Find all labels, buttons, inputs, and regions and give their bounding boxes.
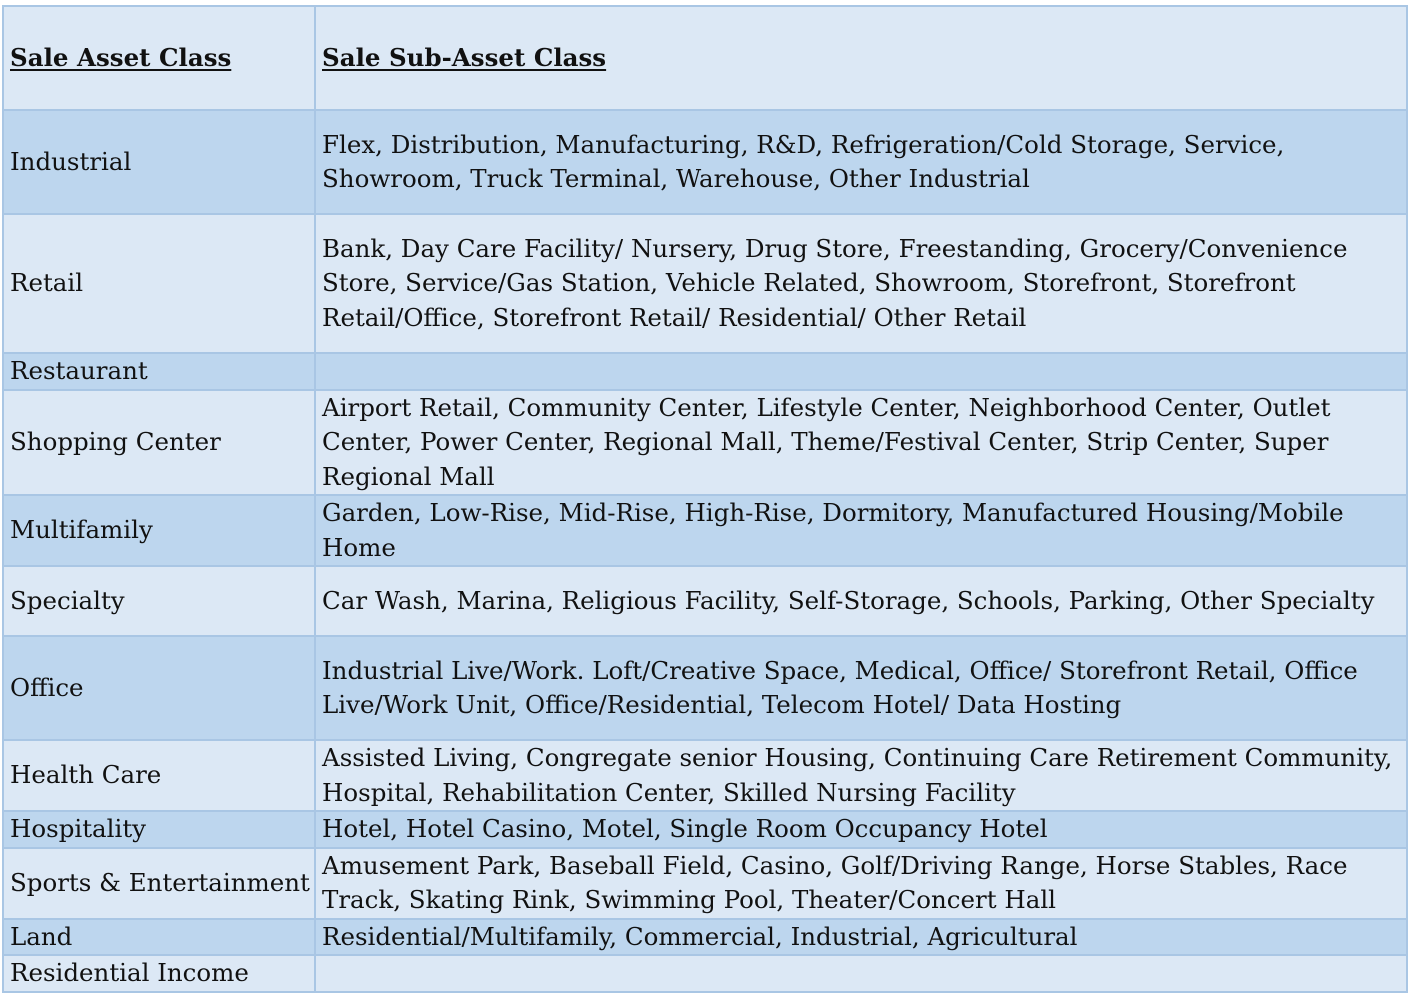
table-row xyxy=(3,214,1407,353)
sub-asset-class-cell: Residential/Multifamily, Commercial, Industrial, Agricultural xyxy=(315,919,1407,956)
asset-class-cell: Industrial xyxy=(3,110,315,214)
table-row xyxy=(3,566,1407,636)
sub-asset-class-cell: Amusement Park, Baseball Field, Casino, Golf/Driving Range, Horse Stables, Race Track, Skating Rink, Swimming Pool, Theater/Concert Hall xyxy=(315,848,1407,919)
sub-asset-class-cell xyxy=(315,955,1407,992)
table-row xyxy=(3,390,1407,496)
table-row xyxy=(3,740,1407,811)
asset-class-cell: Multifamily xyxy=(3,495,315,566)
header-row xyxy=(3,6,1407,110)
header-sub-asset-class: Sale Sub-Asset Class xyxy=(315,6,1407,110)
table-row xyxy=(3,495,1407,566)
sub-asset-class-cell: Hotel, Hotel Casino, Motel, Single Room Occupancy Hotel xyxy=(315,811,1407,848)
table-row xyxy=(3,848,1407,919)
table-row xyxy=(3,919,1407,956)
table-row xyxy=(3,811,1407,848)
asset-class-cell: Specialty xyxy=(3,566,315,636)
sub-asset-class-cell: Garden, Low-Rise, Mid-Rise, High-Rise, Dormitory, Manufactured Housing/Mobile Home xyxy=(315,495,1407,566)
header-asset-class: Sale Asset Class xyxy=(3,6,315,110)
table-row xyxy=(3,636,1407,740)
asset-class-cell: Office xyxy=(3,636,315,740)
sub-asset-class-cell: Airport Retail, Community Center, Lifestyle Center, Neighborhood Center, Outlet Center, Power Center, Regional Mall, Theme/Festival Center, Strip Center, Super Regional Mall xyxy=(315,390,1407,496)
asset-class-cell: Residential Income xyxy=(3,955,315,992)
sub-asset-class-cell: Industrial Live/Work. Loft/Creative Space, Medical, Office/ Storefront Retail, Office Live/Work Unit, Office/Residential, Telecom Hotel/ Data Hosting xyxy=(315,636,1407,740)
asset-class-cell: Retail xyxy=(3,214,315,353)
sub-asset-class-cell: Flex, Distribution, Manufacturing, R&D, Refrigeration/Cold Storage, Service, Showroom, Truck Terminal, Warehouse, Other Industrial xyxy=(315,110,1407,214)
asset-class-cell: Shopping Center xyxy=(3,390,315,496)
table-row xyxy=(3,955,1407,992)
asset-class-cell: Sports & Entertainment xyxy=(3,848,315,919)
sub-asset-class-cell: Assisted Living, Congregate senior Housing, Continuing Care Retirement Community, Hospital, Rehabilitation Center, Skilled Nursing Facility xyxy=(315,740,1407,811)
asset-class-cell: Land xyxy=(3,919,315,956)
table-row xyxy=(3,110,1407,214)
asset-class-table xyxy=(2,5,1408,993)
table-row xyxy=(3,353,1407,390)
asset-class-cell: Health Care xyxy=(3,740,315,811)
asset-class-cell: Hospitality xyxy=(3,811,315,848)
sub-asset-class-cell: Bank, Day Care Facility/ Nursery, Drug Store, Freestanding, Grocery/Convenience Store, Service/Gas Station, Vehicle Related, Showroom, Storefront, Storefront Retail/Office, Storefront Retail/ Residential/ Other Retail xyxy=(315,214,1407,353)
asset-class-cell: Restaurant xyxy=(3,353,315,390)
sub-asset-class-cell xyxy=(315,353,1407,390)
sub-asset-class-cell: Car Wash, Marina, Religious Facility, Self-Storage, Schools, Parking, Other Specialty xyxy=(315,566,1407,636)
